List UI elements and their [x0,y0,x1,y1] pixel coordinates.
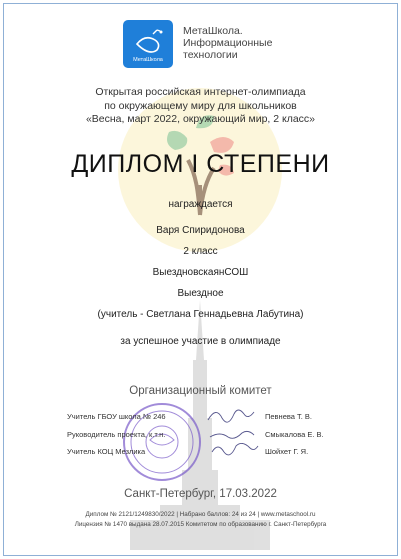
recipient-school: ВыездновскаянСОШ [152,267,249,278]
logo-line: МетаШкола. [183,25,243,37]
committee-role: Руководитель проекта, к.т.н. [67,430,166,439]
metaschool-logo [123,20,173,68]
recipient-teacher: (учитель - Светлана Геннадьевна Лабутина) [97,309,304,320]
header-line: по окружающему миру для школьников [104,99,297,112]
olympiad-header [0,86,401,127]
committee-member-name: Певнева Т. В. [265,412,313,421]
header-line: Открытая российская интернет-олимпиада [95,86,306,98]
logo-line: технологии [183,49,238,61]
logo-caption: МетаШкола [133,57,163,63]
committee-member-name: Шойхет Г. Я. [265,447,309,456]
footer-diploma-number: Диплом № 2121/1249830/2022 | Набрано баллов: 24 из 24 | www.metaschool.ru [85,511,316,518]
award-reason: за успешное участие в олимпиаде [120,336,281,347]
diploma-title: ДИПЛОМ I СТЕПЕНИ [71,150,330,178]
awarded-label: награждается [168,199,233,210]
issue-date: Санкт-Петербург, 17.03.2022 [124,488,277,500]
footer-license: Лицензия № 1470 выдана 28.07.2015 Комитетом по образованию г. Санкт-Петербурга [74,521,327,528]
recipient-grade: 2 класс [183,246,218,257]
committee-title: Организационный комитет [129,385,272,397]
committee-role: Учитель КОЦ Мезлика [67,447,146,456]
header-line: «Весна, март 2022, окружающий мир, 2 класс» [85,113,316,125]
committee-role: Учитель ГБОУ школа № 246 [67,412,166,421]
logo-text [183,25,272,61]
logo-icon [123,20,173,68]
recipient-place: Выездное [177,288,224,299]
logo-line: Информационные [183,37,273,49]
recipient-name: Варя Спиридонова [156,225,245,236]
committee-member-name: Смыкалова Е. В. [265,430,324,439]
